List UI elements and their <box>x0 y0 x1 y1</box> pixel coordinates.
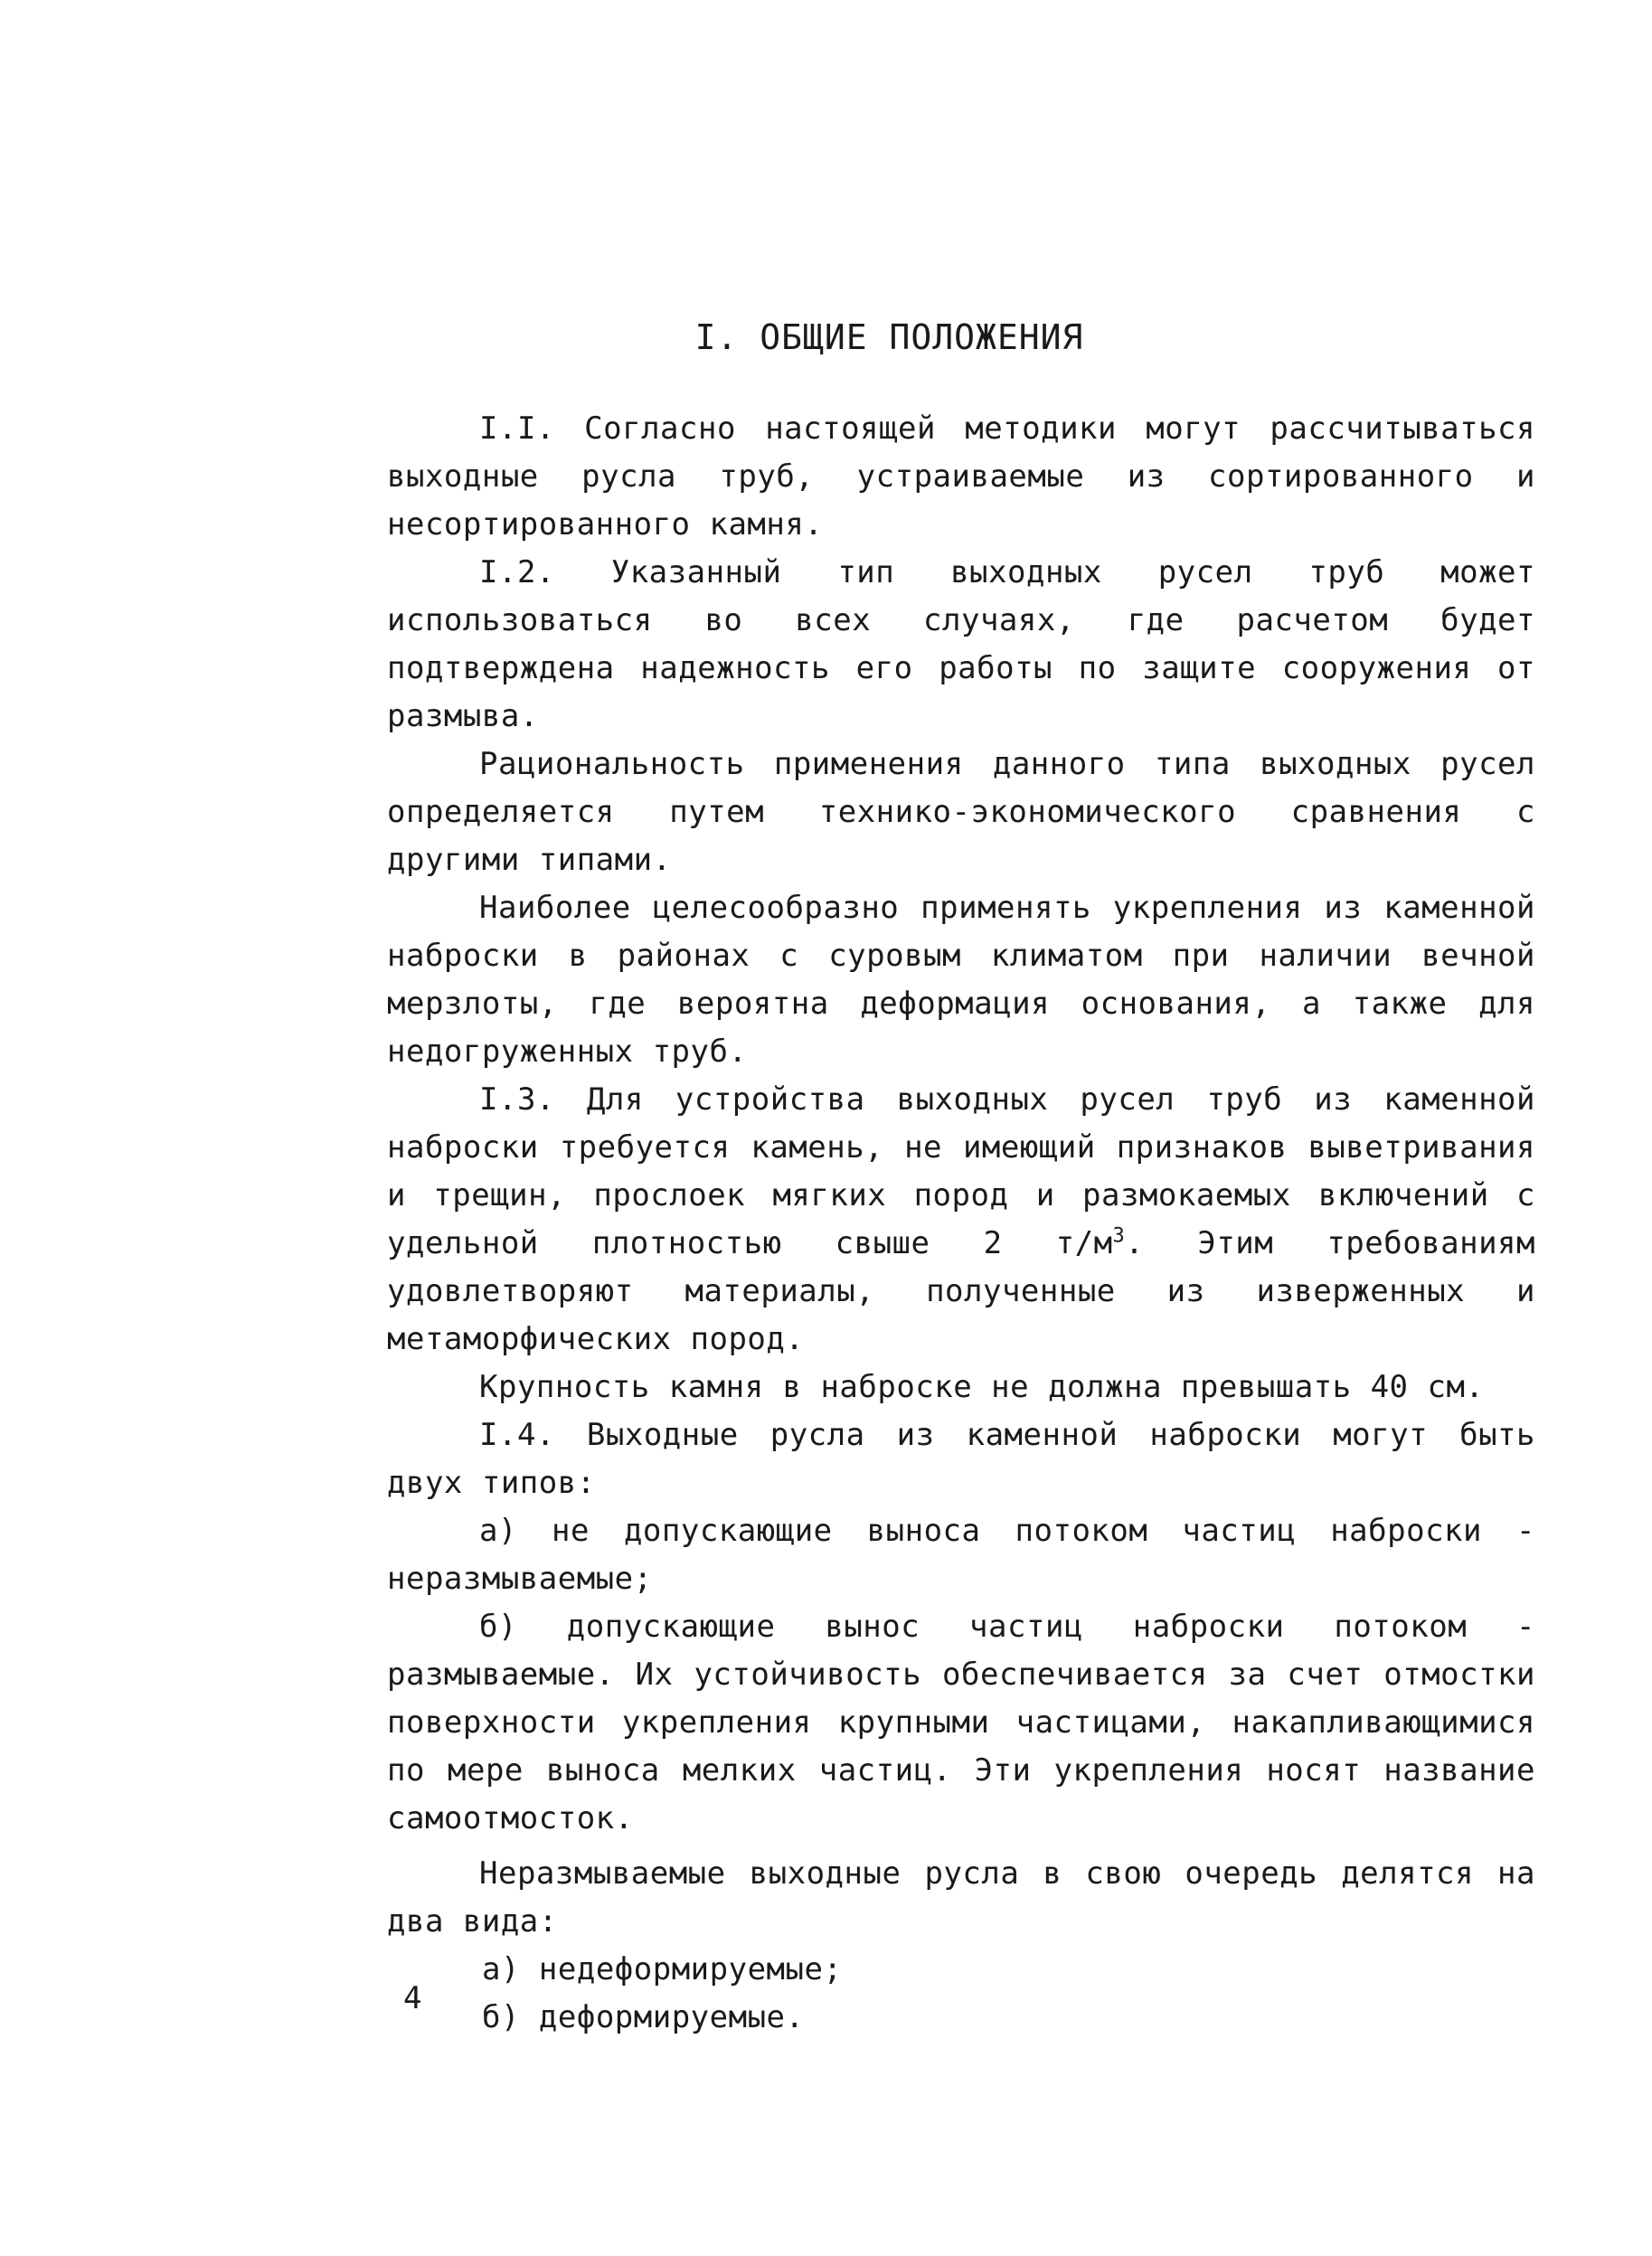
paragraph-stone-size: Крупность камня в наброске не должна превышать 40 см. <box>479 1369 1485 1405</box>
paragraph-non-erodible-types: Неразмываемые выходные русла в свою очередь делятся на два вида: <box>387 1855 1535 1940</box>
paragraph-expedient: Наиболее целесообразно применять укрепления из каменной наброски в районах с суровым климатом при наличии вечной мерзлоты, где вероятна деформация основания, а также для недогруженных труб. <box>387 890 1535 1070</box>
document-body <box>387 405 1535 2042</box>
paragraph-1-1: I.I. Согласно настоящей методики могут рассчитываться выходные русла труб, устраиваемые из сортированного и несортированного камня. <box>387 411 1535 543</box>
page-number: 4 <box>403 1980 422 2016</box>
superscript-exponent: 3 <box>1112 1224 1126 1248</box>
paragraph-1-3-text: I.3. Для устройства выходных русел труб из каменной наброски требуется камень, не имеющий признаков выветривания и трещин, прослоек мягких пород и размокаемых включений с удельной плотностью свыше 2 т/м <box>387 1081 1535 1261</box>
paragraph-1-3-tail: . Этим требованиям удовлетворяют материалы, полученные из изверженных и метаморфических пород. <box>387 1225 1535 1357</box>
paragraph-1-2: I.2. Указанный тип выходных русел труб может использоваться во всех случаях, где расчетом будет подтверждена надежность его работы по защите сооружения от размыва. <box>387 554 1535 734</box>
paragraph-1-4: I.4. Выходные русла из каменной наброски могут быть двух типов: <box>387 1417 1535 1501</box>
paragraph-1-3 <box>387 1076 1535 1364</box>
section-title: I. ОБЩИЕ ПОЛОЖЕНИЯ <box>694 317 1084 357</box>
list-item-b-deformable: б) деформируемые. <box>482 1999 805 2035</box>
list-item-a-non-erodible: а) не допускающие выноса потоком частиц наброски - неразмываемые; <box>387 1513 1535 1597</box>
list-item-a-non-deformable: а) недеформируемые; <box>482 1951 843 1987</box>
paragraph-rationality: Рациональность применения данного типа выходных русел определяется путем технико-экономического сравнения с другими типами. <box>387 746 1535 878</box>
list-item-b-erodible: б) допускающие вынос частиц наброски потоком - размываемые. Их устойчивость обеспечивается за счет отмостки поверхности укрепления крупными частицами, накапливающимися по мере выноса мелких частиц. Эти укрепления носят название самоотмосток. <box>387 1609 1535 1836</box>
